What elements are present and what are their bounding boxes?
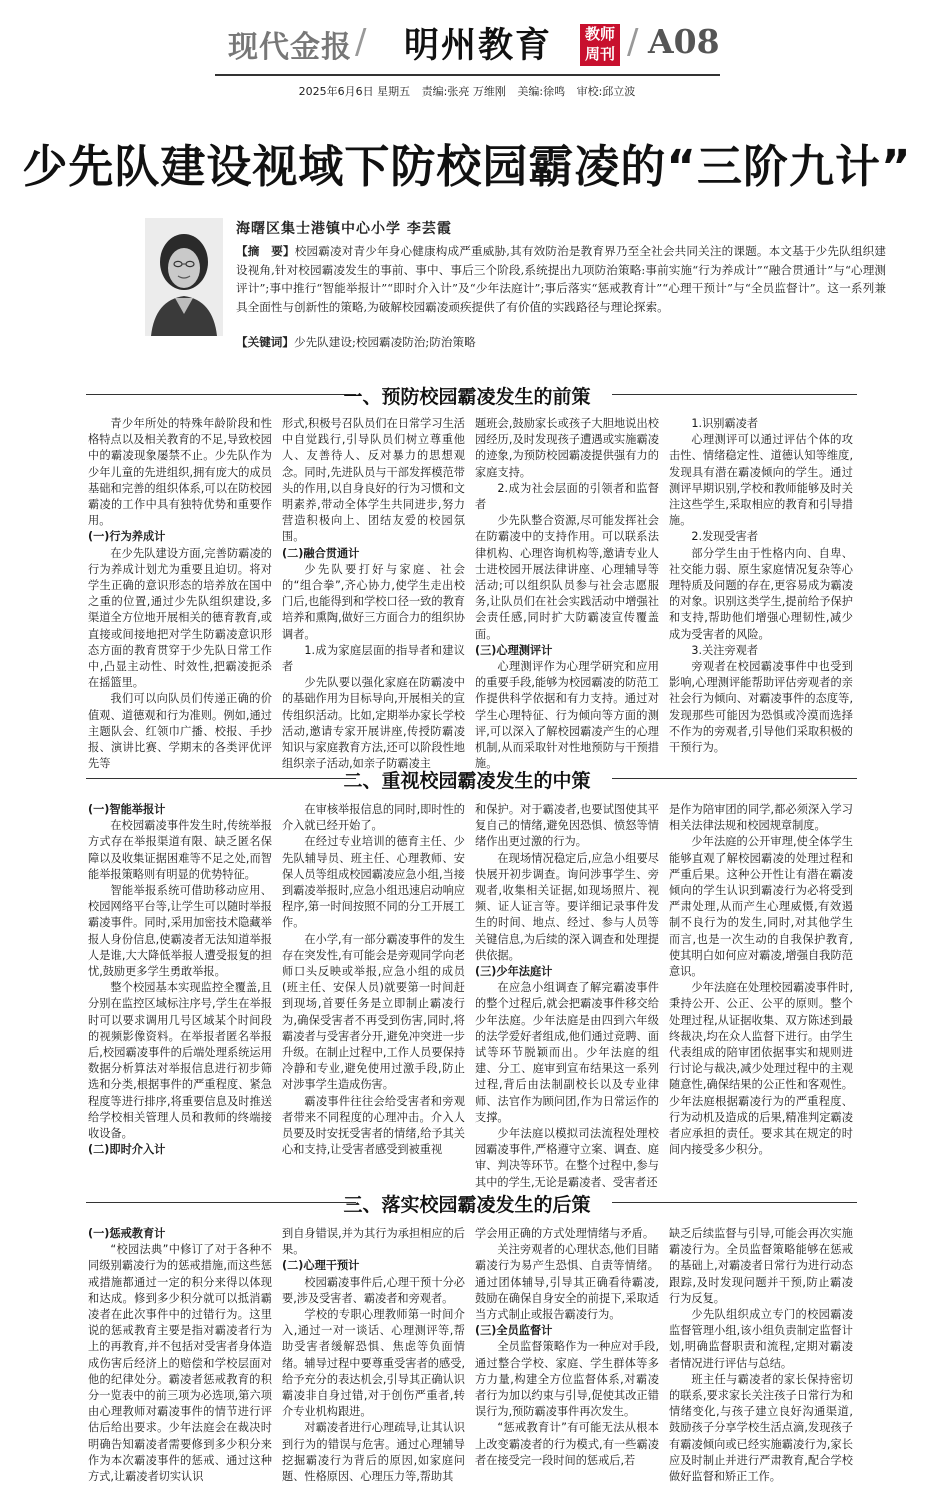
dateline <box>0 83 934 99</box>
page-number: A08 <box>648 22 720 61</box>
paragraph: 2.成为社会层面的引领者和监督者 <box>475 481 659 512</box>
section-3-column-1 <box>88 1226 272 1484</box>
paragraph: 在应急小组调查了解完霸凌事件的整个过程后,就会把霸凌事件移交给少年法庭。少年法庭是由四到六年级的法学爱好者组成,他们通过竞聘、面试等环节脱颖而出。少年法庭的组建、分工、庭审到宣布结果这一系列过程,背后由法制副校长以及专业律师、法官作为顾问团,作为日常运作的支撑。 <box>475 981 659 1124</box>
section-1-column-4 <box>669 416 853 756</box>
paragraph: 在少先队建设方面,完善防霸凌的行为养成计划尤为重要且迫切。将对学生正确的意识形态的培养放在国中之重的位置,通过少先队组织建设,多渠道全方位地开展相关的德育教育,或直接或间接地把对学生防霸凌意识形态方面的教育贯穿于少先队日常工作中,凸显主动性、时效性,把霸凌扼杀在摇篮里。 <box>88 546 272 690</box>
paragraph: 青少年所处的特殊年龄阶段和性格特点以及相关教育的不足,导致校园中的霸凌现象屡禁不止。少先队作为少年儿童的先进组织,拥有庞大的成员基础和完善的组织体系,可以在防校园霸凌的工作中具有独特优势和重要作用。 <box>88 417 272 528</box>
paragraph: 1.识别霸凌者 <box>691 417 759 430</box>
subheading: (二)即时介入计 <box>88 1143 166 1157</box>
paragraph: 缺乏后续监督与引导,可能会再次实施霸凌行为。全员监督策略能够在惩戒的基础上,对霸凌者日常行为进行动态跟踪,及时发现问题并干预,防止霸凌行为反复。 <box>669 1227 853 1305</box>
masthead <box>0 0 934 80</box>
section-title: 一、预防校园霸凌发生的前策 <box>343 386 591 408</box>
paragraph: 对霸凌者进行心理疏导,让其认识到行为的错误与危害。通过心理辅导挖掘霸凌行为背后的原因,如家庭问题、性格原因、心理压力等,帮助其 <box>282 1421 465 1484</box>
paragraph: 全员监督策略作为一种应对手段,通过整合学校、家庭、学生群体等多方力量,构建全方位监督体系,对霸凌者行为加以约束与引导,促使其改正错误行为,预防霸凌事件再次发生。 <box>475 1340 659 1419</box>
paragraph: 少先队组织成立专门的校园霸凌监督管理小组,该小组负责制定监督计划,明确监督职责和流程,定期对霸凌者情况进行评估与总结。 <box>669 1308 853 1370</box>
weekly-badge <box>580 24 620 66</box>
badge-line-2: 周刊 <box>584 45 615 63</box>
paragraph: 和保护。对于霸凌者,也要试图使其平复自己的情绪,避免因恐惧、愤怒等情绪作出更过激的行为。 <box>475 803 659 849</box>
paragraph: 霸凌事件往往会给受害者和旁观者带来不同程度的心理冲击。介入人员要及时安抚受害者的情绪,给予其关心和支持,让受害者感受到被重视 <box>282 1094 465 1157</box>
heading-rule-right <box>612 778 857 779</box>
section-2-column-2 <box>282 802 465 1172</box>
paragraph: 少先队整合资源,尽可能发挥社会在防霸凌中的支持作用。可以联系法律机构、心理咨询机构等,邀请专业人士进校园开展法律讲座、心理辅导等活动;可以组织队员参与社会志愿服务,让队员们在社会实践活动中增强社会责任感,同时扩大防霸凌宣传覆盖面。 <box>475 514 659 641</box>
section-1-column-1 <box>88 416 272 771</box>
paragraph: “惩戒教育计”有可能无法从根本上改变霸凌者的行为模式,有一些霸凌者在接受完一段时间的惩戒后,若 <box>475 1421 659 1467</box>
section-3-column-2 <box>282 1226 465 1484</box>
editors: 责编:张亮 万维刚 <box>421 85 506 98</box>
section-2-column-4 <box>669 802 853 1172</box>
abstract <box>236 242 886 316</box>
issue-date: 2025年6月6日 星期五 <box>298 85 411 98</box>
keywords <box>236 333 886 351</box>
paragraph: 整个校园基本实现监控全覆盖,且分别在监控区域标注序号,学生在举报时可以要求调用几号区域某个时间段的视频影像资料。在举报者匿名举报后,校园霸凌事件的后端处理系统运用数据分析算法对举报信息进行初步筛选和分类,根据事件的严重程度、紧急程度等进行排序,将重要信息及时推送给学校相关管理人员和教师的终端接收设备。 <box>88 981 272 1141</box>
paragraph: 智能举报系统可借助移动应用、校园网络平台等,让学生可以随时举报霸凌事件。同时,采用加密技术隐藏举报人身份信息,使霸凌者无法知道举报人是谁,大大降低举报人遭受报复的担忧,鼓励更多学生勇敢举报。 <box>88 884 272 979</box>
paragraph: 学会用正确的方式处理情绪与矛盾。 <box>475 1227 655 1240</box>
proofreader: 审校:邱立波 <box>576 85 636 98</box>
paragraph: 在校园霸凌事件发生时,传统举报方式存在举报渠道有限、缺乏匿名保障以及收集证据困难等不足之处,而智能举报策略则有明显的优势特征。 <box>88 819 272 881</box>
designer: 美编:徐鸣 <box>517 85 566 98</box>
paragraph: 少年法庭以模拟司法流程处理校园霸凌事件,严格遵守立案、调查、庭审、判决等环节。在整个过程中,参与其中的学生,无论是霸凌者、受害者还 <box>475 1127 659 1189</box>
author-portrait-icon <box>145 218 223 336</box>
paragraph: 少年法庭的公开审理,使全体学生能够直观了解校园霸凌的处理过程和严重后果。这种公开性让有潜在霸凌倾向的学生认识到霸凌行为必将受到严肃处理,从而产生心理威慑,有效遏制不良行为的发生,同时,对其他学生而言,也是一次生动的自我保护教育,使其明白如何应对霸凌,增强自我防范意识。 <box>669 835 853 979</box>
subheading: (三)少年法庭计 <box>475 965 553 979</box>
badge-line-1: 教师 <box>584 25 615 43</box>
section-2-column-3 <box>475 802 659 1189</box>
partner-paper-name: 现代金报 <box>228 30 352 65</box>
section-1-column-3 <box>475 416 659 771</box>
author-photo <box>145 218 223 336</box>
paragraph: 心理测评可以通过评估个体的攻击性、情绪稳定性、道德认知等维度,发现具有潜在霸凌倾向的学生。通过测评早期识别,学校和教师能够及时关注这些学生,采取相应的教育和引导措施。 <box>669 433 853 528</box>
heading-rule-right <box>612 1202 857 1203</box>
paragraph: 在审核举报信息的同时,即时性的介入就已经开始了。 <box>282 803 465 833</box>
section-1-column-2 <box>282 416 465 771</box>
paragraph: 少年法庭在处理校园霸凌事件时,秉持公开、公正、公平的原则。整个处理过程,从证据收集、双方陈述到最终裁决,均在众人监督下进行。由学生代表组成的陪审团依据事实和规则进行讨论与裁决,减少处理过程中的主观随意性,确保结果的公正性和客观性。少年法庭根据霸凌行为的严重程度、行为动机及造成的后果,精准判定霸凌者应承担的责任。要求其在规定的时间内接受多少积分。 <box>669 981 853 1157</box>
paragraph: 关注旁观者的心理状态,他们目睹霸凌行为易产生恐惧、自责等情绪。通过团体辅导,引导其正确看待霸凌,鼓励在确保自身安全的前提下,采取适当方式制止或报告霸凌行为。 <box>475 1243 659 1322</box>
paragraph: 1.成为家庭层面的指导者和建议者 <box>282 643 465 674</box>
section-heading-2 <box>0 766 934 790</box>
article-headline: 少先队建设视域下防校园霸凌的“三阶九计” <box>22 140 912 193</box>
paragraph: 题班会,鼓励家长或孩子大胆地说出校园经历,及时发现孩子遭遇或实施霸凌的迹象,为预防校园霸凌提供强有力的家庭支持。 <box>475 417 659 479</box>
section-3-column-4 <box>669 1226 853 1484</box>
heading-rule-right <box>612 394 857 395</box>
paragraph: 学校的专职心理教师第一时间介入,通过一对一谈话、心理测评等,帮助受害者缓解恐惧、焦虑等负面情绪。辅导过程中要尊重受害者的感受,给予充分的表达机会,引导其正确认识霸凌非自身过错,对于创伤严重者,转介专业机构跟进。 <box>282 1308 465 1419</box>
subheading: (一)智能举报计 <box>88 803 166 816</box>
keywords-text: 少先队建设;校园霸凌防治;防治策略 <box>293 335 476 349</box>
paragraph: 是作为陪审团的同学,都必须深入学习相关法律法规和校园规章制度。 <box>669 803 853 833</box>
section-title: 二、重视校园霸凌发生的中策 <box>343 770 591 792</box>
subheading: (一)行为养成计 <box>88 530 166 544</box>
section-2-column-1 <box>88 802 272 1172</box>
subheading: (二)心理干预计 <box>282 1259 360 1273</box>
paragraph: 在现场情况稳定后,应急小组要尽快展开初步调查。询问涉事学生、旁观者,收集相关证据,如现场照片、视频、证人证言等。要详细记录事件发生的时间、地点、经过、参与人员等关键信息,为后续的深入调查和处理提供依据。 <box>475 851 659 962</box>
keywords-label: 【关键词】 <box>236 335 294 349</box>
paragraph: 旁观者在校园霸凌事件中也受到影响,心理测评能帮助评估旁观者的亲社会行为倾向、对霸凌事件的态度等,发现那些可能因为恐惧或冷漠而选择不作为的旁观者,引导他们采取积极的干预行为。 <box>669 660 853 755</box>
masthead-rule <box>215 74 720 76</box>
masthead-divider: / <box>355 22 367 62</box>
paragraph: 校园霸凌事件后,心理干预十分必要,涉及受害者、霸凌者和旁观者。 <box>282 1275 465 1305</box>
paragraph: 到自身错误,并为其行为承担相应的后果。 <box>282 1227 465 1257</box>
subheading: (三)全员监督计 <box>475 1324 553 1338</box>
section-heading-1 <box>0 382 934 406</box>
paragraph: 我们可以向队员们传递正确的价值观、道德观和行为准则。例如,通过主题队会、红领巾广播、校报、手抄报、演讲比赛、学期末的各类评优评先等 <box>88 692 272 771</box>
paragraph: 少先队要以强化家庭在防霸凌中的基础作用为目标导向,开展相关的宣传组织活动。比如,定期举办家长学校活动,邀请专家开展讲座,传授防霸凌知识与家庭教育方法,还可以阶段性地组织亲子活动,如亲子防霸凌主 <box>282 676 465 771</box>
abstract-label: 【摘 要】 <box>236 244 295 258</box>
paragraph: 3.关注旁观者 <box>691 643 759 657</box>
section-3-column-3 <box>475 1226 659 1471</box>
subheading: (一)惩戒教育计 <box>88 1227 166 1240</box>
paragraph: 形式,积极号召队员们在日常学习生活中自觉践行,引导队员们树立尊重他人、友善待人、反对暴力的思想观念。同时,先进队员与干部发挥模范带头的作用,以自身良好的行为习惯和文明素养,带动全体学生共同进步,努力营造积极向上、团结友爱的校园氛围。 <box>282 417 465 544</box>
paragraph: 部分学生由于性格内向、自卑、社交能力弱、原生家庭情况复杂等心理特质及问题的存在,更容易成为霸凌的对象。识别这类学生,提前给予保护和支持,帮助他们增强心理韧性,减少成为受害者的风险。 <box>669 546 853 641</box>
paragraph: “校园法典”中修订了对于各种不同级别霸凌行为的惩戒措施,而这些惩戒措施都通过一定的积分来得以体现和达成。修到多少积分就可以抵消霸凌者在此次事件中的过错行为。这里说的惩戒教育主要是指对霸凌者行为上的再教育,并不包括对受害者身体造成伤害后经济上的赔偿和学校层面对他的纪律处分。霸凌者惩戒教育的积分一览表中的前三项为必选项,第六项由心理教师对霸凌事件的情节进行评估后给出要求。少年法庭会在裁决时明确告知霸凌者需要修到多少积分来作为本次霸凌事件的惩戒、通过这种方式,让霸凌者切实认识 <box>88 1243 272 1484</box>
section-heading-3 <box>0 1190 934 1214</box>
paragraph: 2.发现受害者 <box>691 530 759 544</box>
paragraph: 少先队要打好与家庭、社会的“组合拳”,齐心协力,使学生走出校门后,也能得到和学校口径一致的教育培养和熏陶,做好三方面合力的组织协调者。 <box>282 562 465 641</box>
paragraph: 班主任与霸凌者的家长保持密切的联系,要求家长关注孩子日常行为和情绪变化,与孩子建立良好沟通渠道,鼓励孩子分享学校生活点滴,发现孩子有霸凌倾向或已经实施霸凌行为,家长应及时制止并进行严肃教育,配合学校做好监督和矫正工作。 <box>669 1372 853 1484</box>
paragraph: 心理测评作为心理学研究和应用的重要手段,能够为校园霸凌的防范工作提供科学依据和有力支持。通过对学生心理特征、行为倾向等方面的测评,可以深入了解校园霸凌产生的心理机制,从而采取针对性地预防与干预措施。 <box>475 660 659 771</box>
paragraph: 在经过专业培训的德育主任、少先队辅导员、班主任、心理教师、安保人员等组成校园霸凌应急小组,当接到霸凌举报时,应急小组迅速启动响应程序,第一时间按照不同的分工开展工作。 <box>282 835 465 930</box>
section-title: 三、落实校园霸凌发生的后策 <box>343 1194 591 1216</box>
subheading: (二)融合贯通计 <box>282 546 360 560</box>
paragraph: 在小学,有一部分霸凌事件的发生存在突发性,有可能会是旁观同学向老师口头反映或举报,应急小组的成员(班主任、安保人员)就要第一时间赶到现场,首要任务是立即制止霸凌行为,确保受害者不再受到伤害,同时,将霸凌者与受害者分开,避免冲突进一步升级。在制止过程中,工作人员要保持冷静和专业,避免使用过激手段,防止对涉事学生造成伤害。 <box>282 932 465 1092</box>
section-name: 明州教育 <box>404 25 553 66</box>
author-byline: 海曙区集士港镇中心小学 李芸霞 <box>236 221 452 237</box>
masthead-divider-2: / <box>627 22 639 62</box>
abstract-text: 校园霸凌对青少年身心健康构成严重威胁,其有效防治是教育界乃至全社会共同关注的课题。本文基于少先队组织建设视角,针对校园霸凌发生的事前、事中、事后三个阶段,系统提出九项防治策略:事前实施“行为养成计”“融合贯通计”与“心理测评计”;事中推行“智能举报计”“即时介入计”及“少年法庭计”;事后落实“惩戒教育计”“心理干预计”与“全员监督计”。这一系列兼具全面性与创新性的策略,为破解校园霸凌顽疾提供了有价值的实践路径与理论探索。 <box>236 244 886 314</box>
subheading: (三)心理测评计 <box>475 643 553 657</box>
